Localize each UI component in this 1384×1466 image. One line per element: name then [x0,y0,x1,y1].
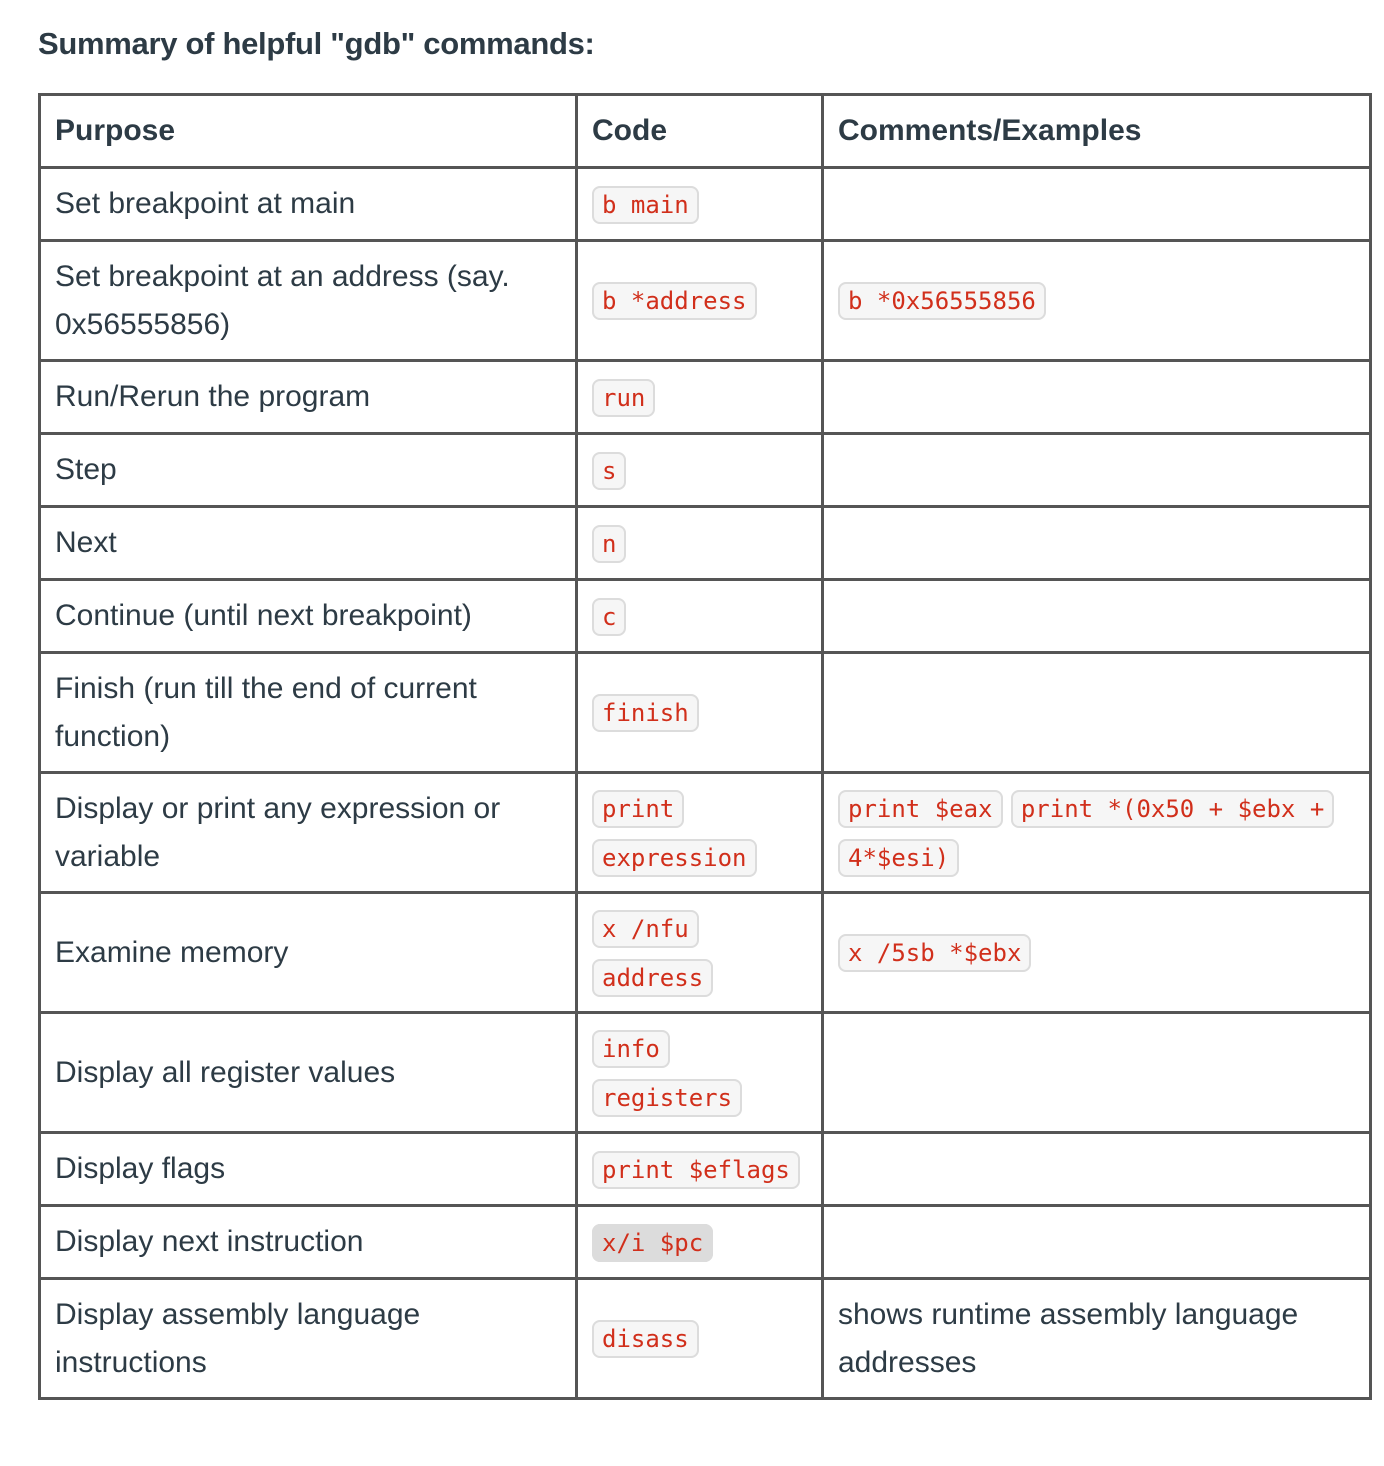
comments-cell [823,653,1371,773]
code-cell [577,1206,823,1279]
comments-cell [823,893,1371,1013]
code-cell [577,434,823,507]
comments-cell [823,361,1371,434]
example-snippet: b *0x56555856 [838,282,1046,320]
table-row [40,168,1371,241]
table-row [40,507,1371,580]
purpose-cell: Finish (run till the end of current function) [40,653,577,773]
table-row [40,893,1371,1013]
code-cell [577,361,823,434]
code-cell [577,653,823,773]
table-row [40,653,1371,773]
comments-cell [823,580,1371,653]
purpose-cell: Step [40,434,577,507]
purpose-cell: Display next instruction [40,1206,577,1279]
code-cell [577,168,823,241]
gdb-commands-table [38,93,1372,1400]
comments-cell [823,1133,1371,1206]
comments-cell [823,434,1371,507]
purpose-cell: Next [40,507,577,580]
table-row [40,580,1371,653]
code-snippet: run [592,379,655,417]
purpose-cell: Continue (until next breakpoint) [40,580,577,653]
example-snippet: x /5sb *$ebx [838,934,1031,972]
comments-cell: shows runtime assembly language addresses [823,1279,1371,1399]
code-snippet: disass [592,1320,699,1358]
code-cell [577,1279,823,1399]
table-row [40,241,1371,361]
code-cell [577,1133,823,1206]
purpose-cell: Examine memory [40,893,577,1013]
example-snippet: print $eax [838,790,1003,828]
code-snippet: c [592,598,626,636]
table-row [40,1133,1371,1206]
comments-cell [823,168,1371,241]
purpose-cell: Set breakpoint at main [40,168,577,241]
header-code: Code [577,95,823,168]
table-row [40,773,1371,893]
code-cell [577,893,823,1013]
code-cell [577,1013,823,1133]
page-title: Summary of helpful "gdb" commands: [38,26,595,61]
code-snippet: info registers [592,1030,742,1117]
table-row [40,1013,1371,1133]
example-snippet: print *(0x50 + $ebx + 4*$esi) [838,790,1334,877]
comments-cell [823,773,1371,893]
table-row [40,361,1371,434]
comments-cell [823,1206,1371,1279]
code-snippet: print $eflags [592,1151,800,1189]
header-comments: Comments/Examples [823,95,1371,168]
table-row [40,434,1371,507]
purpose-cell: Display flags [40,1133,577,1206]
code-snippet: n [592,525,626,563]
code-cell [577,773,823,893]
code-snippet: x /nfu address [592,910,713,997]
header-purpose: Purpose [40,95,577,168]
code-snippet: s [592,452,626,490]
purpose-cell: Display all register values [40,1013,577,1133]
code-cell [577,580,823,653]
comments-cell [823,507,1371,580]
code-snippet: b *address [592,282,757,320]
purpose-cell: Set breakpoint at an address (say. 0x56555856) [40,241,577,361]
comments-cell [823,1013,1371,1133]
purpose-cell: Display or print any expression or variable [40,773,577,893]
comments-cell [823,241,1371,361]
code-snippet: x/i $pc [592,1224,713,1262]
code-cell [577,507,823,580]
code-cell [577,241,823,361]
code-snippet: finish [592,694,699,732]
table-header-row [40,95,1371,168]
code-snippet: b main [592,186,699,224]
table-row [40,1206,1371,1279]
table-row [40,1279,1371,1399]
code-snippet: print expression [592,790,757,877]
purpose-cell: Display assembly language instructions [40,1279,577,1399]
purpose-cell: Run/Rerun the program [40,361,577,434]
